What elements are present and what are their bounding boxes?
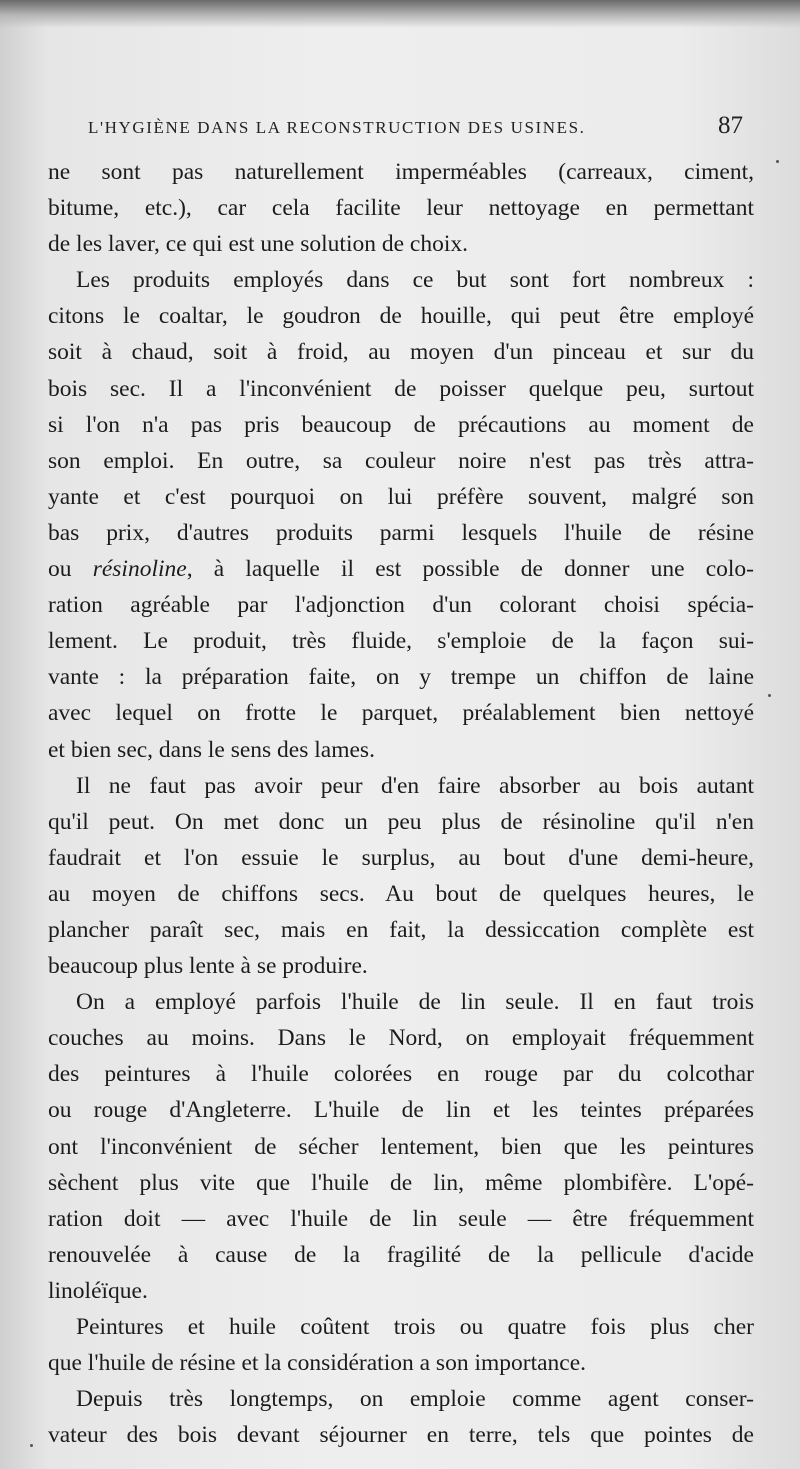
text-line: beaucoup plus lente à se produire. [48,953,368,980]
paragraph-first-line: Peintures et huile coûtent trois ou quatre fois plus cher [76,1314,754,1340]
text-line: lement. Le produit, très fluide, s'emploie de la façon sui- [48,628,754,655]
scan-speck [30,1444,33,1447]
text-line: bas prix, d'autres produits parmi lesquels l'huile de résine [48,519,754,546]
text-line: ont l'inconvénient de sécher lentement, bien que les peintures [48,1133,754,1160]
text-line: ration doit — avec l'huile de lin seule — être fréquemment [48,1205,754,1232]
scan-speck [768,694,771,697]
text-line: son emploi. En outre, sa couleur noire n'est pas très attra- [48,447,754,474]
text-line: au moyen de chiffons secs. Au bout de quelques heures, le [48,880,754,907]
text-line: citons le coaltar, le goudron de houille, qui peut être employé [48,303,754,330]
paragraph-first-line: Il ne faut pas avoir peur d'en faire absorber au bois autant [76,772,754,799]
text-line: vante : la préparation faite, on y trempe un chiffon de laine [48,664,754,691]
scan-speck [776,160,779,163]
italic-term: résinoline [92,556,187,583]
text-fragment: ou [48,556,93,583]
paragraph-first-line: Depuis très longtemps, on emploie comme agent conser- [76,1386,754,1413]
text-line: bitume, etc.), car cela facilite leur nettoyage en permettant [48,195,754,222]
text-line: que l'huile de résine et la considération a son importance. [48,1350,587,1377]
text-line: renouvelée à cause de la fragilité de la pellicule d'acide [48,1241,754,1268]
page-top-shadow [0,0,800,28]
text-line: sèchent plus vite que l'huile de lin, même plombifère. L'opé- [48,1169,754,1196]
text-line: yante et c'est pourquoi on lui préfère souvent, malgré son [48,483,754,510]
text-line: si l'on n'a pas pris beaucoup de précautions au moment de [48,411,754,438]
text-line: avec lequel on frotte le parquet, préalablement bien nettoyé [48,700,754,727]
text-line: soit à chaud, soit à froid, au moyen d'un pinceau et sur du [48,339,754,366]
text-line: des peintures à l'huile colorées en rouge par du colcothar [48,1061,754,1088]
text-line: et bien sec, dans le sens des lames. [48,736,375,763]
paragraph-first-line: Les produits employés dans ce but sont fort nombreux : [76,267,754,294]
page-number: 87 [718,112,743,139]
text-line: qu'il peut. On met donc un peu plus de résinoline qu'il n'en [48,808,754,835]
text-line: linoléïque. [48,1277,148,1304]
text-line: plancher paraît sec, mais en fait, la dessiccation complète est [48,916,754,943]
text-fragment: , à laquelle il est possible de donner une colo- [186,556,755,583]
running-head-title: L'HYGIÈNE DANS LA RECONSTRUCTION DES USINES. [88,118,586,137]
text-line-with-italic [48,551,754,587]
text-line: couches au moins. Dans le Nord, on employait fréquemment [48,1025,754,1052]
body-text [48,154,754,1453]
text-line: de les laver, ce qui est une solution de choix. [48,231,468,258]
text-line: bois sec. Il a l'inconvénient de poisser quelque peu, surtout [48,375,754,402]
text-line: ration agréable par l'adjonction d'un colorant choisi spécia- [48,592,754,619]
paragraph-first-line: On a employé parfois l'huile de lin seule. Il en faut trois [76,989,754,1016]
text-line: faudrait et l'on essuie le surplus, au bout d'une demi-heure, [48,844,754,871]
text-line: ou rouge d'Angleterre. L'huile de lin et les teintes préparées [48,1097,754,1124]
text-line: ne sont pas naturellement imperméables (carreaux, ciment, [48,159,754,185]
text-line: vateur des bois devant séjourner en terre, tels que pointes de [48,1422,754,1449]
running-head [88,112,743,148]
